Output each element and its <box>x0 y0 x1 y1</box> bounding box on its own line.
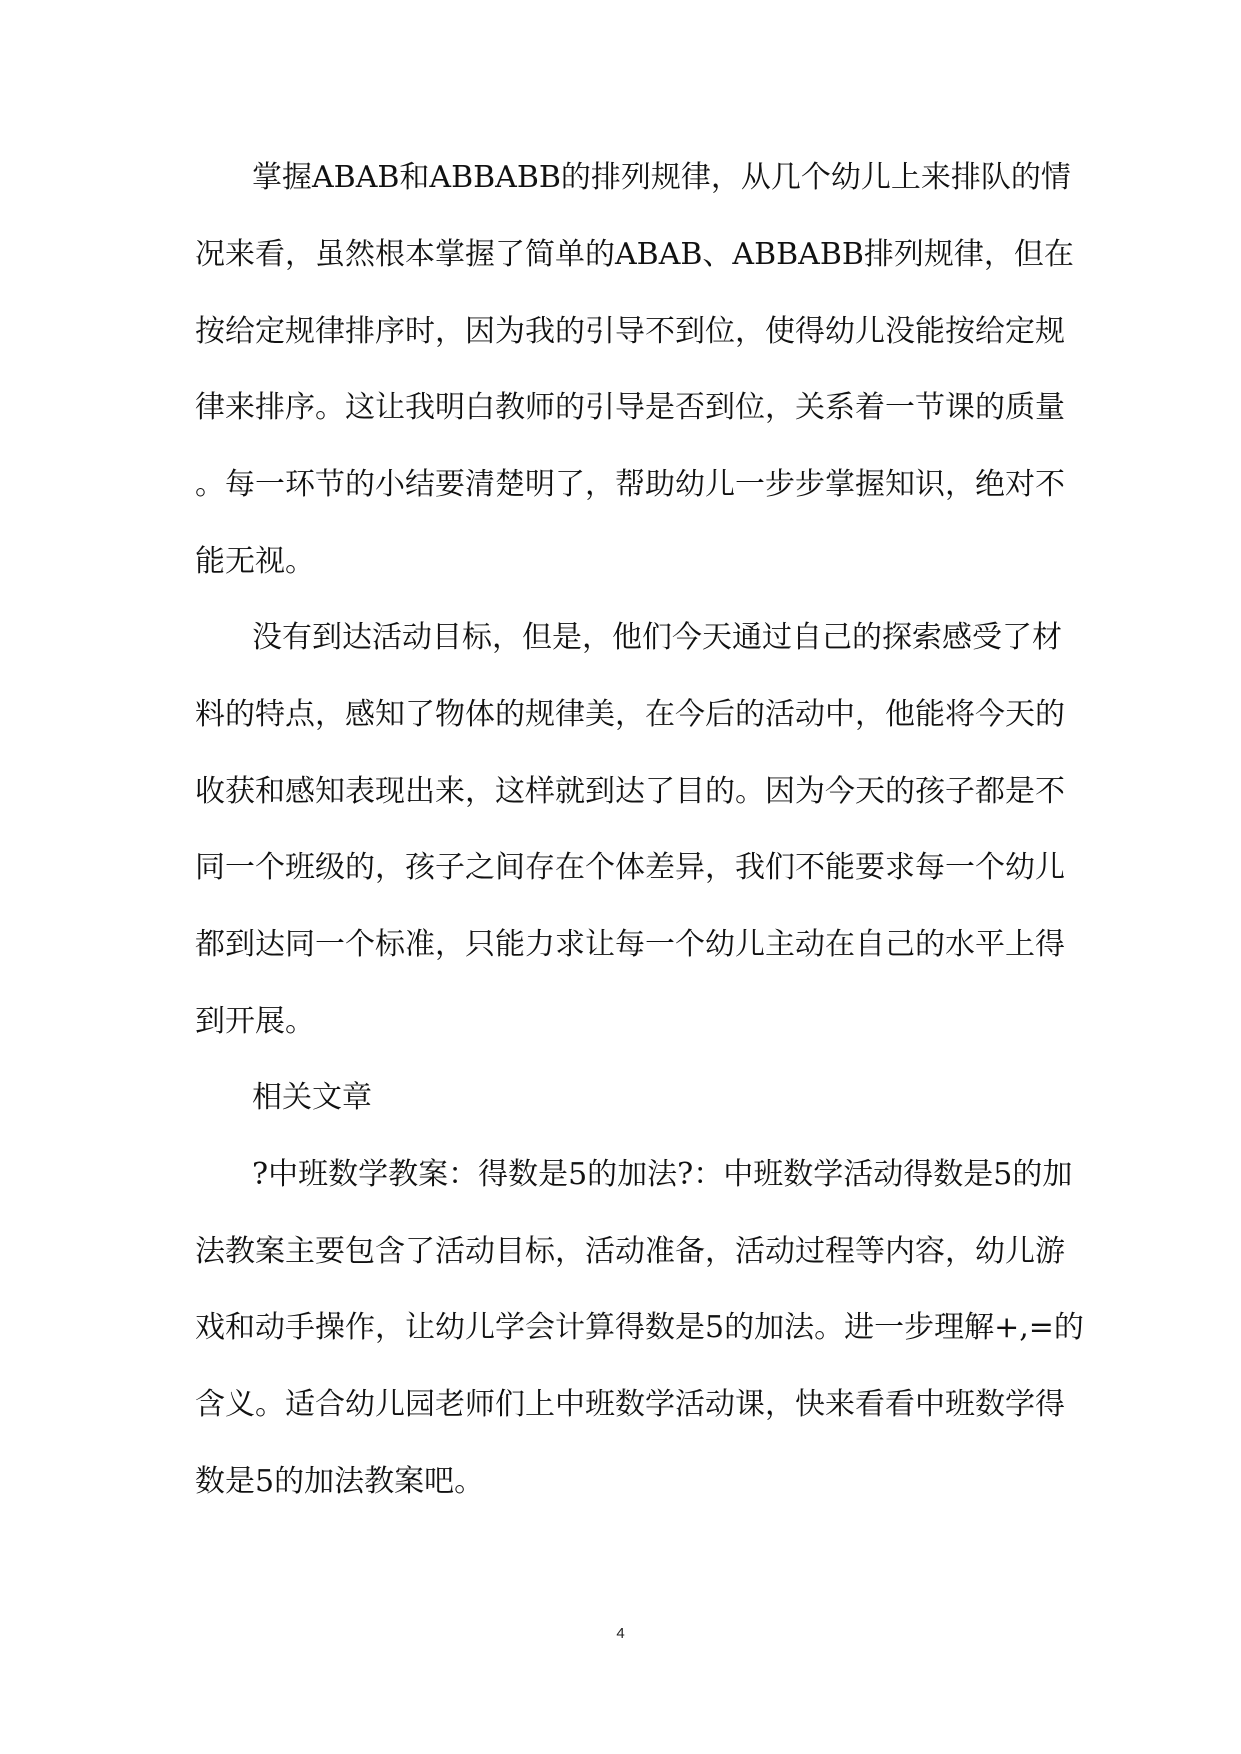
paragraph-4-line-3: 戏和动手操作，让幼儿学会计算得数是5的加法。进一步理解+,=的 <box>195 1310 1084 1345</box>
paragraph-4-line-2: 法教案主要包含了活动目标，活动准备，活动过程等内容，幼儿游 <box>195 1234 1065 1269</box>
page-number: 4 <box>616 1625 625 1642</box>
paragraph-1-line-5: 。每一环节的小结要清楚明了，帮助幼儿一步步掌握知识，绝对不 <box>195 467 1065 502</box>
paragraph-2-line-4: 同一个班级的，孩子之间存在个体差异，我们不能要求每一个幼儿 <box>195 850 1065 885</box>
paragraph-1-line-2: 况来看，虽然根本掌握了简单的ABAB、ABBABB排列规律，但在 <box>195 237 1074 272</box>
paragraph-2-line-3: 收获和感知表现出来，这样就到达了目的。因为今天的孩子都是不 <box>195 774 1065 809</box>
paragraph-1-line-1: 掌握ABAB和ABBABB的排列规律，从几个幼儿上来排队的情 <box>252 160 1071 195</box>
paragraph-4-line-1: ?中班数学教案：得数是5的加法?：中班数学活动得数是5的加 <box>252 1157 1073 1192</box>
paragraph-1-line-3: 按给定规律排序时，因为我的引导不到位，使得幼儿没能按给定规 <box>195 314 1065 349</box>
related-articles-heading: 相关文章 <box>252 1080 372 1115</box>
paragraph-2-line-2: 料的特点，感知了物体的规律美，在今后的活动中，他能将今天的 <box>195 697 1065 732</box>
paragraph-4-line-4: 含义。适合幼儿园老师们上中班数学活动课，快来看看中班数学得 <box>195 1387 1065 1422</box>
paragraph-1-line-4: 律来排序。这让我明白教师的引导是否到位，关系着一节课的质量 <box>195 390 1065 425</box>
paragraph-2-line-6: 到开展。 <box>195 1004 315 1039</box>
paragraph-4-line-5: 数是5的加法教案吧。 <box>195 1464 485 1499</box>
paragraph-2-line-1: 没有到达活动目标，但是，他们今天通过自己的探索感受了材 <box>252 620 1062 655</box>
paragraph-2-line-5: 都到达同一个标准，只能力求让每一个幼儿主动在自己的水平上得 <box>195 927 1065 962</box>
paragraph-1-line-6: 能无视。 <box>195 544 315 579</box>
